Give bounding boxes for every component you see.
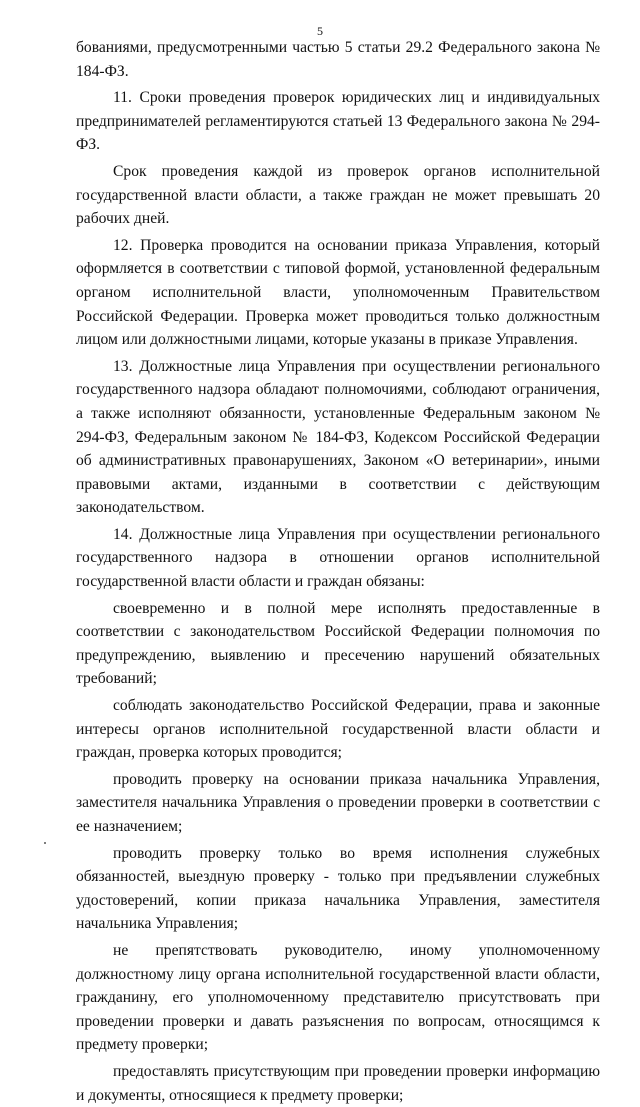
duty-item: проводить проверку на основании приказа начальника Управления, заместителя начальника Управления о проведении проверки в соответствии с ее назначением;: [76, 770, 600, 835]
duty-item: предоставлять присутствующим при проведении проверки информацию и документы, относящиеся к предмету проверки;: [76, 1062, 600, 1104]
duty-item: соблюдать законодательство Российской Федерации, права и законные интересы органов исполнительной государственной власти области и граждан, проверка которых проводится;: [76, 697, 600, 762]
duty-item: своевременно и в полной мере исполнять предоставленные в соответствии с законодательством Российской Федерации полномочия по предупреждению, выявлению и пресечению нарушений обязательных требований;: [76, 599, 600, 688]
scan-artifact: [44, 842, 46, 844]
document-body: [76, 36, 600, 1107]
paragraph-14: 14. Должностные лица Управления при осуществлении регионального государственного надзора в отношении органов исполнительной государственной власти области и граждан обязаны:: [76, 525, 600, 591]
duty-item: проводить проверку только во время исполнения служебных обязанностей, выездную проверку - только при предъявлении служебных удостоверений, копии приказа начальника Управления, заместителя начальника Управления;: [76, 844, 600, 933]
paragraph-continuation: бованиями, предусмотренными частью 5 статьи 29.2 Федерального закона № 184-ФЗ.: [76, 39, 600, 80]
paragraph-13: 13. Должностные лица Управления при осуществлении регионального государственного надзора обладают полномочиями, соблюдают ограничения, а также исполняют обязанности, установленные Федеральным законом № 294-ФЗ, Федеральным законом № 184-ФЗ, Кодексом Российской Федерации об административных правонарушениях, Законом «О ветеринарии», иными правовыми актами, изданными в соответствии с действующим законодательством.: [76, 357, 600, 517]
page-number: 5: [317, 24, 323, 38]
paragraph-11: 11. Сроки проведения проверок юридических лиц и индивидуальных предпринимателей регламентируются статьей 13 Федерального закона № 294-ФЗ.: [76, 89, 600, 154]
paragraph-12: 12. Проверка проводится на основании приказа Управления, который оформляется в соответствии с типовой формой, установленной федеральным органом исполнительной власти, уполномоченным Правительством Российской Федерации. Проверка может проводиться только должностным лицом или должностными лицами, которые указаны в приказе Управления.: [76, 236, 600, 349]
duty-item: не препятствовать руководителю, иному уполномоченному должностному лицу органа исполнительной государственной власти области, гражданину, его уполномоченному представителю присутствовать при проведении проверки и давать разъяснения по вопросам, относящимся к предмету проверки;: [76, 941, 600, 1054]
paragraph-inspection-term: Срок проведения каждой из проверок органов исполнительной государственной власти области, а также граждан не может превышать 20 рабочих дней.: [76, 162, 600, 228]
